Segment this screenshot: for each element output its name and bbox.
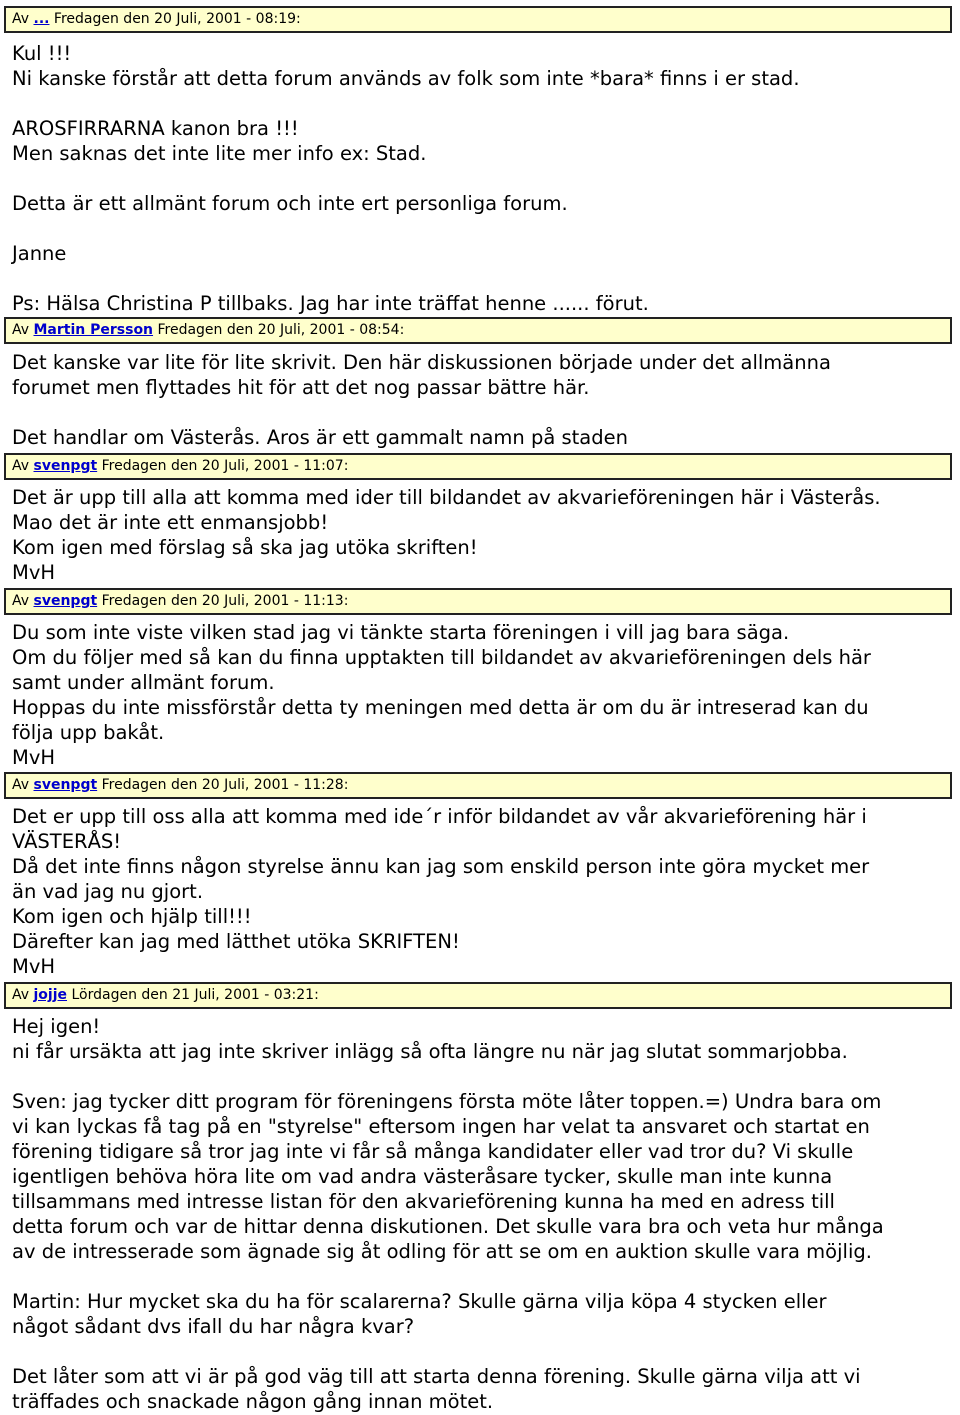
by-label: Av <box>12 987 30 1003</box>
post-line: forumet men flyttades hit för att det nog passar bättre här. <box>12 376 590 399</box>
post-header <box>4 772 952 799</box>
post-header <box>4 982 952 1009</box>
post-line: Hej igen! <box>12 1015 101 1038</box>
post-line: Sven: jag tycker ditt program för föreningens första möte låter toppen.=) Undra bara om <box>12 1090 882 1113</box>
post-line: Detta är ett allmänt forum och inte ert personliga forum. <box>12 192 568 215</box>
author-link[interactable]: svenpgt <box>33 777 98 793</box>
post-line: Kom igen med förslag så ska jag utöka skriften! <box>12 536 478 559</box>
author-link[interactable]: jojje <box>33 987 68 1003</box>
post-header <box>4 317 952 344</box>
post-date: Fredagen den 20 Juli, 2001 - 11:28: <box>101 777 349 793</box>
post-line: Kom igen och hjälp till!!! <box>12 905 252 928</box>
post-line: samt under allmänt forum. <box>12 671 275 694</box>
post-body <box>12 1014 948 1414</box>
author-link[interactable]: ... <box>33 11 50 27</box>
post-date: Fredagen den 20 Juli, 2001 - 08:54: <box>157 322 405 338</box>
post-line: igentligen behöva höra lite om vad andra västeråsare tycker, skulle man inte kunna <box>12 1165 833 1188</box>
post-line: Det er upp till oss alla att komma med ide´r inför bildandet av vår akvarieförening här i <box>12 805 867 828</box>
post-line: av de intresserade som ägnade sig åt odling för att se om en auktion skulle vara möjlig. <box>12 1240 872 1263</box>
post-line: MvH <box>12 955 56 978</box>
post-line: Det låter som att vi är på god väg till att starta denna förening. Skulle gärna vilja att vi <box>12 1365 861 1388</box>
author-link[interactable]: Martin Persson <box>33 322 154 338</box>
post-body <box>12 485 948 585</box>
post-header <box>4 6 952 33</box>
post-body <box>12 350 948 450</box>
post-line: MvH <box>12 746 56 769</box>
post-line: Du som inte viste vilken stad jag vi tänkte starta föreningen i vill jag bara säga. <box>12 621 790 644</box>
post-header <box>4 453 952 480</box>
post-date: Lördagen den 21 Juli, 2001 - 03:21: <box>71 987 319 1003</box>
post-line: något sådant dvs ifall du har några kvar? <box>12 1315 415 1338</box>
post-line: Då det inte finns någon styrelse ännu kan jag som enskild person inte göra mycket mer <box>12 855 870 878</box>
post-body <box>12 41 948 316</box>
post-line: detta forum och var de hittar denna diskutionen. Det skulle vara bra och veta hur många <box>12 1215 884 1238</box>
by-label: Av <box>12 593 30 609</box>
post-line: Ni kanske förstår att detta forum används av folk som inte *bara* finns i er stad. <box>12 67 800 90</box>
post-line: Men saknas det inte lite mer info ex: Stad. <box>12 142 427 165</box>
post-line: än vad jag nu gjort. <box>12 880 204 903</box>
post-line: förening tidigare så tror jag inte vi får så många kandidater eller vad tror du? Vi skulle <box>12 1140 854 1163</box>
post-header <box>4 588 952 615</box>
by-label: Av <box>12 458 30 474</box>
author-link[interactable]: svenpgt <box>33 593 98 609</box>
post-line: ni får ursäkta att jag inte skriver inlägg så ofta längre nu när jag slutat sommarjobba. <box>12 1040 848 1063</box>
by-label: Av <box>12 777 30 793</box>
post-line: Därefter kan jag med lätthet utöka SKRIFTEN! <box>12 930 460 953</box>
post-body <box>12 620 948 770</box>
post-line: Janne <box>12 242 67 265</box>
post-line: VÄSTERÅS! <box>12 830 122 853</box>
by-label: Av <box>12 11 30 27</box>
post-line: Det handlar om Västerås. Aros är ett gammalt namn på staden <box>12 426 628 449</box>
author-link[interactable]: svenpgt <box>33 458 98 474</box>
post-date: Fredagen den 20 Juli, 2001 - 08:19: <box>53 11 301 27</box>
post-date: Fredagen den 20 Juli, 2001 - 11:13: <box>101 593 349 609</box>
post-line: träffades och snackade någon gång innan mötet. <box>12 1390 494 1413</box>
post-line: Ps: Hälsa Christina P tillbaks. Jag har inte träffat henne ...... förut. <box>12 292 649 315</box>
post-line: vi kan lyckas få tag på en "styrelse" eftersom ingen har velat ta ansvaret och startat en <box>12 1115 870 1138</box>
post-line: AROSFIRRARNA kanon bra !!! <box>12 117 299 140</box>
post-line: Mao det är inte ett enmansjobb! <box>12 511 329 534</box>
post-line: Det kanske var lite för lite skrivit. Den här diskussionen började under det allmänna <box>12 351 831 374</box>
post-line: MvH <box>12 561 56 584</box>
post-body <box>12 804 948 979</box>
post-date: Fredagen den 20 Juli, 2001 - 11:07: <box>101 458 349 474</box>
post-line: tillsammans med intresse listan för den akvarieförening kunna ha med en adress till <box>12 1190 835 1213</box>
post-line: Hoppas du inte missförstår detta ty meningen med detta är om du är intreserad kan du <box>12 696 869 719</box>
post-line: följa upp bakåt. <box>12 721 165 744</box>
post-line: Martin: Hur mycket ska du ha för scalarerna? Skulle gärna vilja köpa 4 stycken eller <box>12 1290 827 1313</box>
post-line: Om du följer med så kan du finna upptakten till bildandet av akvarieföreningen dels här <box>12 646 871 669</box>
post-line: Kul !!! <box>12 42 72 65</box>
by-label: Av <box>12 322 30 338</box>
post-line: Det är upp till alla att komma med ider till bildandet av akvarieföreningen här i Västerås. <box>12 486 881 509</box>
